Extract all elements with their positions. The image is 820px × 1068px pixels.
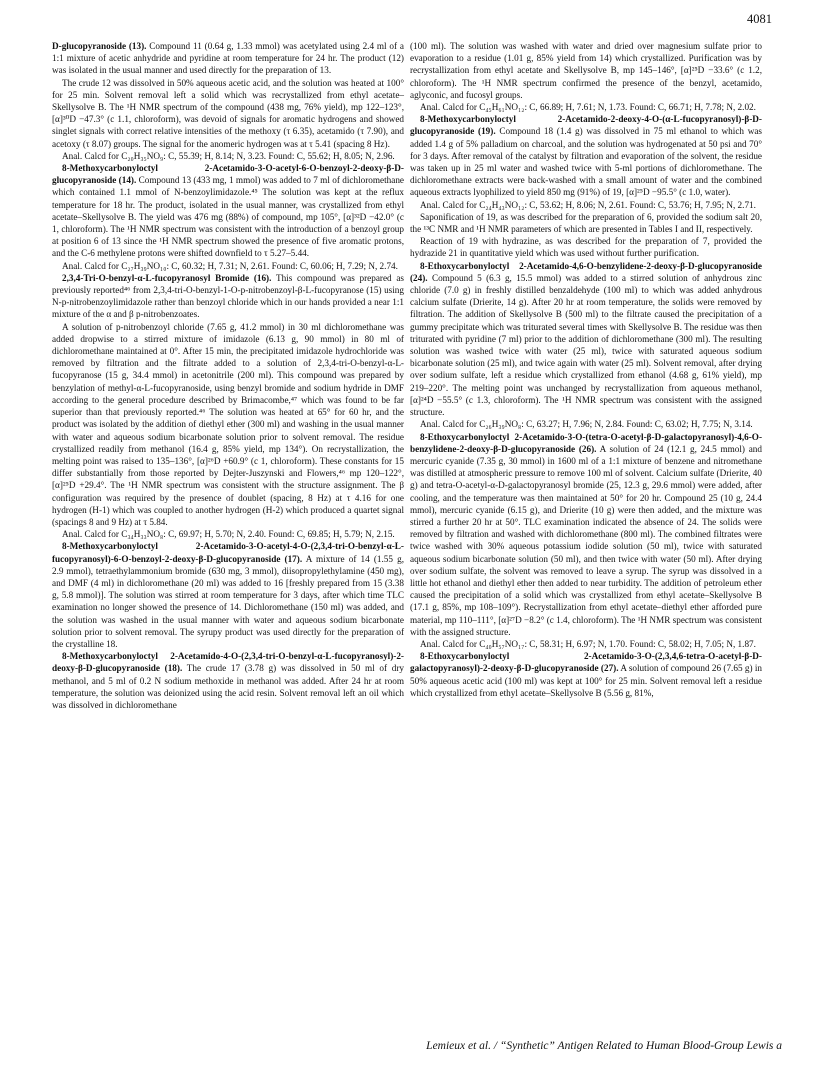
paragraph-text: A mixture of 14 (1.55 g, 2.9 mmol), tetraethylammonium bromide (630 mg, 3 mmol), diisopropylethylamine (450 mg), and DMF (4 ml) in dichloromethane (20 ml) was added to 16 [freshly prepared from 15 (3.38 g, 5.8 mmol)]. The solution was stirred at room temperature for 3 days, after which time TLC examination no longer showed the presence of 14. Dichloromethane (150 ml) was added, and the solution was washed in the usual manner with water and aqueous sodium bicarbonate solution prior to solvent removal. The syrupy product was used directly for the preparation of the crystalline 18. [52,553,404,649]
paragraph-text: Anal. Calcd for C₂₆H₃₉NO₈: C, 63.27; H, 7.96; N, 2.84. Found: C, 63.02; H, 7.75; N, 3.14. [420,419,753,430]
paragraph [52,77,404,150]
paragraph-text: Reaction of 19 with hydrazine, as was described for the preparation of 7, provided the hydrazide 21 in quantitative yield which was used without further purification. [410,236,762,259]
paragraph-text: The crude 12 was dissolved in 50% aqueous acetic acid, and the solution was heated at 100° for 25 min. Solvent removal left a solid which was recrystallized from ethyl acetate–Skellysolve B. The ¹H NMR spectrum of the compound (438 mg, 76% yield), mp 122–123°, [α]³⁰D −47.3° (c 1.1, chloroform), was devoid of signals for aromatic hydrogens and showed singlet signals with correct relative intensities of the methoxy (τ 6.35), acetamido (τ 7.90), and acetoxy (τ 8.07) groups. The signal for the anomeric hydrogen was at τ 5.41 (spacing 8 Hz). [52,77,404,149]
paragraph-text: This compound was prepared as previously reported⁴⁶ from 2,3,4-tri-O-benzyl-1-O-p-nitrobenzoyl-β-L-fucopyranose (15) using N-p-nitrobenzoylimidazole rather than benzoyl chloride which in our hands provided a near 1:1 mixture of the α and β p-nitrobenzoates. [52,272,404,320]
paragraph-heading: 8-Ethoxycarbonyloctyl 2-Acetamido-4,6-O-benzylidene-2-deoxy-β-D-glucopyranoside (24). [410,260,762,283]
paragraph-heading: D-glucopyranoside (13). [52,41,147,51]
paragraph-text: Compound 11 (0.64 g, 1.33 mmol) was acetylated using 2.4 ml of a 1:1 mixture of acetic anhydride and pyridine at room temperature for 24 hr. The product (12) was isolated in the usual manner and used directly for the preparation of 13. [52,41,404,76]
paragraph-text: A solution of 24 (12.1 g, 24.5 mmol) and mercuric cyanide (7.35 g, 30 mmol) in 1600 ml of a 1:1 mixture of benzene and nitromethane was distilled at atmospheric pressure to remove 100 ml of solvent. Calcium sulfate (Drierite, 40 g) and tetra-O-acetyl-α-D-galactopyranosyl bromide (25, 12.3 g, 29.6 mmol) were added, after cooling, and the temperature was then maintained at 50° for 20 hr. Compound 25 (10 g, 24.4 mmol), mercuric cyanide (6.15 g), and Drierite (10 g) were then added, and the mixture was stirred a further 20 hr at 50°. TLC examination indicated the absence of 24. The solids were removed by filtration and washed with dichloromethane (800 ml). The combined filtrates were twice washed with 30% aqueous potassium iodide solution (50 ml), twice with saturated aqueous sodium bicarbonate solution (50 ml), and then twice with water (50 ml). After drying over sodium sulfate, the solvent was removed to leave a syrup. The syrup was dissolved in a little hot ethanol and diethyl ether then added to near turbidity. The addition of petroleum ether caused the precipitation of a solid which was crystallized from ethyl acetate–Skellysolve B (17.1 g, 85%, mp 108–109°). Recrystallization from ethyl acetate–diethyl ether afforded pure material, mp 110–111°, [α]²⁷D −8.2° (c 1.4, chloroform). The ¹H NMR spectrum was consistent with the assigned structure. [410,443,762,637]
paragraph-text: Anal. Calcd for C₄₀H₅₇NO₁₇: C, 58.31; H, 6.97; N, 1.70. Found: C, 58.02; H, 7.05; N, 1.87. [420,638,756,649]
paragraph-heading: 8-Methoxycarbonyloctyl 2-Acetamido-3-O-acetyl-4-O-(2,3,4-tri-O-benzyl-α-L-fucopyranosyl)-6-O-benzoyl-2-deoxy-β-D-glucopyranoside (17). [52,541,404,564]
paragraph-text: A solution of compound 26 (7.65 g) in 50% aqueous acetic acid (100 ml) was kept at 100° for 25 min. Solvent removal left a residue which crystallized from ethyl acetate–Skellysolve B (5.56 g, 81%, [410,663,763,698]
paragraph-heading: 8-Ethoxycarbonyloctyl 2-Acetamido-3-O-(tetra-O-acetyl-β-D-galactopyranosyl)-4,6-O-benzylidene-2-deoxy-β-D-glucopyranoside (26). [410,431,762,454]
paragraph-heading: 8-Methoxycarbonyloctyl 2-Acetamido-4-O-(2,3,4-tri-O-benzyl-α-L-fucopyranosyl)-2-deoxy-β-D-glucopyranoside (18). [52,651,404,674]
paragraph-text: Anal. Calcd for C₃₄H₃₃NO₈: C, 69.97; H, 5.70; N, 2.40. Found: C, 69.85; H, 5.79; N, 2.15. [62,529,395,540]
paragraph [52,321,404,528]
paragraph [410,418,762,430]
paragraph [410,113,762,198]
paragraph [410,650,762,699]
paragraph [52,272,404,321]
paragraph [52,650,404,711]
paragraph-heading: 2,3,4-Tri-O-benzyl-α-L-fucopyranosyl Bromide (16). [62,272,272,283]
paragraph [52,162,404,260]
paragraph [52,40,404,77]
paragraph [52,260,404,272]
paragraph [410,638,762,650]
paragraph [52,528,404,540]
paragraph-text: Compound 18 (1.4 g) was dissolved in 75 ml ethanol to which was added 1.4 g of 5% palladium on charcoal, and the solution was hydrogenated at 50 psi and 70° for 3 days. After removal of the catalyst by filtration and evaporation of the solvent, the residue was taken up in 25 ml water and washed twice with 5-ml portions of dichloromethane. The dichloromethane extracts were back-washed with a small amount of water and the combined aqueous extracts lyophilized to yield 850 mg (91%) of 19, [α]²⁵D −95.5° (c 1.0, water). [410,126,762,198]
paragraph [410,431,762,638]
paragraph-heading: 8-Methoxycarbonyloctyl 2-Acetamido-3-O-acetyl-6-O-benzoyl-2-deoxy-β-D-glucopyranoside (14). [52,163,404,186]
paragraph [410,235,762,259]
paragraph-text: Anal. Calcd for C₄₅H₆₁NO₁₂: C, 66.89; H, 7.61; N, 1.73. Found: C, 66.71; H, 7.78; N, 2.02. [420,102,756,113]
paragraph-heading: 8-Ethoxycarbonyloctyl 2-Acetamido-3-O-(2,3,4,6-tetra-O-acetyl-β-D-galactopyranosyl)-2-deoxy-β-D-glucopyranoside (27). [410,651,762,674]
paragraph-text: Anal. Calcd for C₂₇H₃₉NO₁₀: C, 60.32; H, 7.31; N, 2.61. Found: C, 60.06; H, 7.29; N, 2.74. [62,260,398,271]
paragraph-text: Compound 5 (6.3 g, 15.5 mmol) was added to a stirred solution of anhydrous zinc chloride (7.0 g) in freshly distilled benzaldehyde (100 ml) to which was added anhydrous calcium sulfate (Drierite, 14 g). After 20 hr at room temperature, the solids were removed by filtration. The addition of Skellysolve B (500 ml) to the filtrate caused the precipitation of a gummy precipitate which was triturated several times with Skellysolve B. The residue was then triturated with pyridine (7 ml) prior to the addition of dichloromethane (300 ml). The resulting solution was washed twice with water (25 ml), twice with saturated aqueous sodium bicarbonate solution (25 ml), and twice again with water (25 ml). Solvent removal, after drying over sodium sulfate, left a residue which crystallized from ethanol (4.68 g, 61% yield), mp 219–220°. The melting point was unchanged by recrystallization from aqueous methanol, [α]²⁴D −55.5° (c 1.3, chloroform). The ¹H NMR spectrum was consistent with the assigned structure. [410,272,762,418]
paragraph-text: Saponification of 19, as was described for the preparation of 6, provided the sodium salt 20, the ¹³C NMR and ¹H NMR parameters of which are presented in Tables I and II, respectively. [410,211,762,235]
paragraph-text: Anal. Calcd for C₂₀H₃₅NO₉: C, 55.39; H, 8.14; N, 3.23. Found: C, 55.62; H, 8.05; N, 2.96. [62,150,395,161]
page-number: 4081 [747,12,772,26]
paragraph [410,40,762,101]
running-footer: Lemieux et al. / “Synthetic” Antigen Related to Human Blood-Group Lewis a [426,1040,782,1052]
paragraph [52,150,404,162]
paragraph-text: (100 ml). The solution was washed with water and dried over magnesium sulfate prior to evaporation to a residue (1.01 g, 85% yield from 14) which crystallized. Purification was by recrystallization from ethyl acetate and Skellysolve B, mp 145–146°, [α]²⁵D −33.6° (c 1.2, chloroform). The ¹H NMR spectrum confirmed the presence of the benzyl, acetamido, aglyconic, and fucosyl groups. [410,41,762,100]
paragraph [410,260,762,419]
paragraph-text: A solution of p-nitrobenzoyl chloride (7.65 g, 41.2 mmol) in 30 ml dichloromethane was added dropwise to a stirred mixture of imidazole (6.13 g, 90 mmol) in 80 ml of dichloromethane maintained at 0°. After 15 min, the precipitated imidazole hydrochloride was removed by filtration and the filtrate added to a solution of 2,3,4-tri-O-benzyl-α-L-fucopyranose (15 g, 34.4 mmol) in acetonitrile (200 ml). This compound was prepared by benzylation of methyl-α-L-fucopyranoside, using benzyl bromide and sodium hydride in DMF according to the general procedure described by Brimacombe,⁴⁷ which was found to be far superior than that previously reported.⁴⁶ The solution was heated at 65° for 60 hr, and the product was isolated by the addition of diethyl ether (300 ml) and washing in the usual manner with water and aqueous sodium bicarbonate solution prior to solvent removal. The residue crystallized readily from methanol (16.4 g, 85% yield, mp 134°). On recrystallization, the melting point was raised to 135–136°, [α]²⁶D +60.9° (c 1, chloroform). These constants for 15 differ substantially from those reported by Dejter-Juszynski and Flowers,⁴⁶ mp 120–122°, [α]²⁵D +29.4°. The ¹H NMR spectrum was consistent with the structure assignment. The β configuration was required by the presence of doublet (spacing, 8 Hz) at τ 4.16 for one hydrogen (H-1) which was coupled to another hydrogen (H-2) which produced a quartet signal (spacings 8 and 9 Hz) at τ 5.84. [52,321,404,527]
paragraph [52,540,404,650]
paragraph-text: Compound 13 (433 mg, 1 mmol) was added to 7 ml of dichloromethane which contained 1.1 mmol of N-benzoylimidazole.⁴⁵ The solution was kept at the reflux temperature for 18 hr. The product, isolated in the usual manner, was crystallized from ethyl acetate–Skellysolve B. The yield was 476 mg (88%) of compound, mp 105°, [α]³²D −42.0° (c 1, chloroform). The ¹H NMR spectrum was consistent with the introduction of a benzoyl group at position 6 of 13 since the ¹H NMR spectrum showed the presence of five aromatic protons, and the C-6 methylene protons were shifted downfield to τ 5.27–5.44. [52,175,404,259]
left-column [52,40,404,711]
right-column [410,40,762,699]
paragraph-text: The crude 17 (3.78 g) was dissolved in 50 ml of dry methanol, and 5 ml of 0.2 N sodium methoxide in methanol was added. After 24 hr at room temperature, the solution was deionized using the acid resin. Solvent removal left an oil which was dissolved in dichloromethane [52,663,404,710]
paragraph [410,101,762,113]
paragraph-heading: 8-Methoxycarbonyloctyl 2-Acetamido-2-deoxy-4-O-(α-L-fucopyranosyl)-β-D-glucopyranoside (19). [410,114,762,137]
paragraph [410,211,762,235]
paragraph [410,199,762,211]
paragraph-text: Anal. Calcd for C₂₄H₄₃NO₁₂: C, 53.62; H, 8.06; N, 2.61. Found: C, 53.76; H, 7.95; N, 2.71. [420,199,756,210]
